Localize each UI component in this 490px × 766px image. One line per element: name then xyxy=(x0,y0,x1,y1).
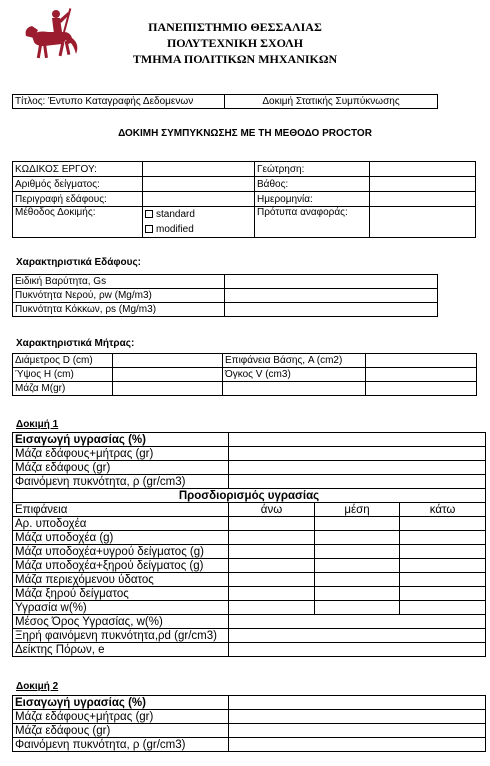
depth-label: Βάθος: xyxy=(255,177,370,192)
specific-gravity-field[interactable] xyxy=(225,275,438,289)
mold-mass-label: Μάζα M(gr) xyxy=(13,382,113,396)
moisture-content-top[interactable] xyxy=(229,601,315,615)
average-moisture-field[interactable] xyxy=(229,615,486,629)
water-mass-bottom[interactable] xyxy=(400,573,486,587)
container-mass-top[interactable] xyxy=(229,531,315,545)
water-density-label: Πυκνότητα Νερού, ρw (Mg/m3) xyxy=(13,289,225,303)
soil-characteristics-table xyxy=(12,274,438,317)
project-code-field[interactable] xyxy=(143,162,255,177)
dry-sample-mass-top[interactable] xyxy=(229,587,315,601)
position-bottom-label: κάτω xyxy=(400,503,486,517)
container-dry-sample-label: Μάζα υποδοχέα+ξηρού δείγματος (g) xyxy=(13,559,229,573)
test-1-soil-mass-label: Μάζα εδάφους (gr) xyxy=(13,461,229,475)
soil-description-field[interactable] xyxy=(143,192,255,207)
moisture-content-middle[interactable] xyxy=(315,601,400,615)
test-2-bulk-density-field[interactable] xyxy=(229,738,486,752)
reference-standards-field[interactable] xyxy=(370,207,476,238)
mold-diameter-label: Διάμετρος D (cm) xyxy=(13,354,113,368)
mold-diameter-field[interactable] xyxy=(113,354,223,368)
sample-number-label: Αριθμός δείγματος: xyxy=(13,177,143,192)
test-1-soil-mold-mass-field[interactable] xyxy=(229,447,486,461)
container-number-middle[interactable] xyxy=(315,517,400,531)
mold-characteristics-table xyxy=(12,353,477,396)
water-mass-top[interactable] xyxy=(229,573,315,587)
borehole-field[interactable] xyxy=(370,162,476,177)
dry-density-field[interactable] xyxy=(229,629,486,643)
water-mass-label: Μάζα περιεχόμενου ύδατος xyxy=(13,573,229,587)
document-title-table xyxy=(12,94,438,109)
sample-number-field[interactable] xyxy=(143,177,255,192)
test-2-soil-mass-field[interactable] xyxy=(229,724,486,738)
mold-base-area-field[interactable] xyxy=(366,354,477,368)
test-2-moisture-input-label: Εισαγωγή υγρασίας (%) xyxy=(13,696,229,710)
mold-mass-field-3[interactable] xyxy=(366,382,477,396)
grain-density-field[interactable] xyxy=(225,303,438,317)
soil-description-label: Περιγραφή εδάφους: xyxy=(13,192,143,207)
mold-mass-field-2[interactable] xyxy=(223,382,366,396)
mold-height-label: Ύψος H (cm) xyxy=(13,368,113,382)
moisture-content-bottom[interactable] xyxy=(400,601,486,615)
mold-mass-field[interactable] xyxy=(113,382,223,396)
document-title-right: Δοκιμή Στατικής Συμπύκνωσης xyxy=(225,95,438,109)
specific-gravity-label: Ειδική Βαρύτητα, Gs xyxy=(13,275,225,289)
void-ratio-field[interactable] xyxy=(229,643,486,657)
mold-base-area-label: Επιφάνεια Βάσης, A (cm2) xyxy=(223,354,366,368)
method-standard-option[interactable] xyxy=(145,207,252,222)
container-wet-sample-middle[interactable] xyxy=(315,545,400,559)
container-mass-middle[interactable] xyxy=(315,531,400,545)
dry-sample-mass-middle[interactable] xyxy=(315,587,400,601)
test-1-bulk-density-field[interactable] xyxy=(229,475,486,489)
date-field[interactable] xyxy=(370,192,476,207)
test-2-soil-mold-mass-label: Μάζα εδάφους+μήτρας (gr) xyxy=(13,710,229,724)
water-density-field[interactable] xyxy=(225,289,438,303)
university-logo xyxy=(22,6,80,66)
mold-volume-field[interactable] xyxy=(366,368,477,382)
test-1-moisture-input-label: Εισαγωγή υγρασίας (%) xyxy=(13,433,229,447)
container-mass-label: Μάζα υποδοχέα (g) xyxy=(13,531,229,545)
grain-density-label: Πυκνότητα Κόκκων, ρs (Mg/m3) xyxy=(13,303,225,317)
test-1-bulk-density-label: Φαινόμενη πυκνότητα, ρ (gr/cm3) xyxy=(13,475,229,489)
standard-checkbox[interactable] xyxy=(145,210,153,218)
document-title-left: Τίτλος: Έντυπο Καταγραφής Δεδομενων xyxy=(13,95,225,109)
test-1-table xyxy=(12,432,486,657)
test-2-bulk-density-label: Φαινόμενη πυκνότητα, ρ (gr/cm3) xyxy=(13,738,229,752)
test-1-soil-mass-field[interactable] xyxy=(229,461,486,475)
dry-sample-mass-bottom[interactable] xyxy=(400,587,486,601)
mold-volume-label: Όγκος V (cm3) xyxy=(223,368,366,382)
container-wet-sample-top[interactable] xyxy=(229,545,315,559)
test-2-table xyxy=(12,695,486,752)
moisture-determination-title: Προσδιορισμός υγρασίας xyxy=(13,489,486,503)
mold-height-field[interactable] xyxy=(113,368,223,382)
test-1-title: Δοκιμή 1 xyxy=(16,419,59,430)
container-number-label: Αρ. υποδοχέα xyxy=(13,517,229,531)
project-info-table xyxy=(12,161,476,238)
department-name: ΤΜΗΜΑ ΠΟΛΙΤΙΚΩΝ ΜΗΧΑΝΙΚΩΝ xyxy=(132,52,338,66)
container-number-top[interactable] xyxy=(229,517,315,531)
method-modified-option[interactable] xyxy=(145,222,252,237)
surface-label: Επιφάνεια xyxy=(13,503,229,517)
position-middle-label: μέση xyxy=(315,503,400,517)
soil-characteristics-title: Χαρακτηριστικά Εδάφους: xyxy=(16,257,142,268)
test-method-options xyxy=(143,207,255,238)
modified-checkbox[interactable] xyxy=(145,225,153,233)
container-dry-sample-bottom[interactable] xyxy=(400,559,486,573)
standard-label: standard xyxy=(156,209,195,220)
reference-standards-label: Πρότυπα αναφοράς: xyxy=(255,207,370,238)
project-code-label: ΚΩΔΙΚΟΣ ΕΡΓΟΥ: xyxy=(13,162,143,177)
container-wet-sample-label: Μάζα υποδοχέα+υγρού δείγματος (g) xyxy=(13,545,229,559)
university-name: ΠΑΝΕΠΙΣΤΗΜΙΟ ΘΕΣΣΑΛΙΑΣ xyxy=(148,20,322,34)
container-dry-sample-middle[interactable] xyxy=(315,559,400,573)
water-mass-middle[interactable] xyxy=(315,573,400,587)
test-method-label: Μέθοδος Δοκιμής: xyxy=(13,207,143,238)
date-label: Ημερομηνία: xyxy=(255,192,370,207)
average-moisture-label: Μέσος Όρος Υγρασίας, w(%) xyxy=(13,615,229,629)
depth-field[interactable] xyxy=(370,177,476,192)
position-top-label: άνω xyxy=(229,503,315,517)
container-wet-sample-bottom[interactable] xyxy=(400,545,486,559)
test-1-moisture-input-field[interactable] xyxy=(229,433,486,447)
dry-density-label: Ξηρή φαινόμενη πυκνότητα,ρd (gr/cm3) xyxy=(13,629,229,643)
container-dry-sample-top[interactable] xyxy=(229,559,315,573)
container-mass-bottom[interactable] xyxy=(400,531,486,545)
test-2-moisture-input-field[interactable] xyxy=(229,696,486,710)
moisture-content-label: Υγρασία w(%) xyxy=(13,601,229,615)
mold-characteristics-title: Χαρακτηριστικά Μήτρας: xyxy=(16,338,135,349)
main-title: ΔΟΚΙΜΗ ΣΥΜΠΥΚΝΩΣΗΣ ΜΕ ΤΗ ΜΕΘΟΔΟ PROCTOR xyxy=(118,128,372,139)
test-2-title: Δοκιμή 2 xyxy=(16,681,59,692)
test-1-soil-mold-mass-label: Μάζα εδάφους+μήτρας (gr) xyxy=(13,447,229,461)
borehole-label: Γεώτρηση: xyxy=(255,162,370,177)
void-ratio-label: Δείκτης Πόρων, e xyxy=(13,643,229,657)
container-number-bottom[interactable] xyxy=(400,517,486,531)
test-2-soil-mass-label: Μάζα εδάφους (gr) xyxy=(13,724,229,738)
modified-label: modified xyxy=(156,224,194,235)
test-2-soil-mold-mass-field[interactable] xyxy=(229,710,486,724)
dry-sample-mass-label: Μάζα ξηρού δείγματος xyxy=(13,587,229,601)
school-name: ΠΟΛΥΤΕΧΝΙΚΗ ΣΧΟΛΗ xyxy=(166,36,304,50)
